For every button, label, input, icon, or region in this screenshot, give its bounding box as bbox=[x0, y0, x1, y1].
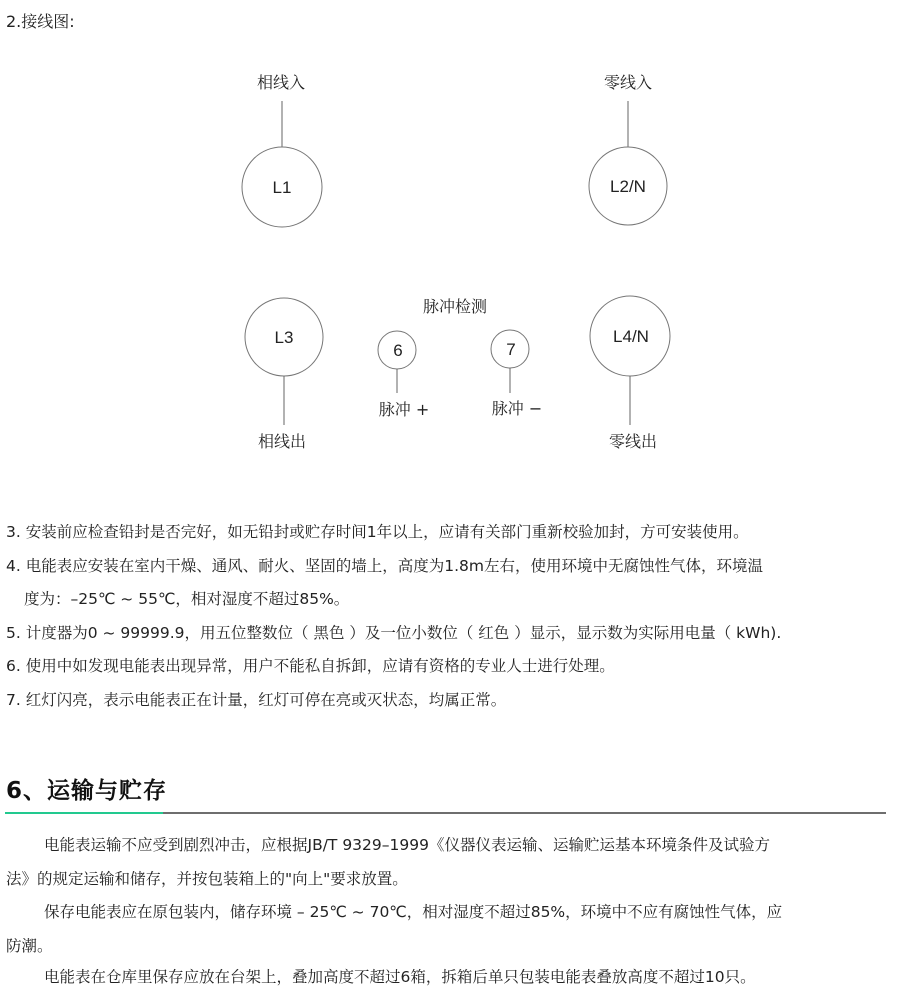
installation-notes bbox=[6, 516, 896, 717]
note-7: 7. 红灯闪亮，表示电能表正在计量，红灯可停在亮或灭状态，均属正常。 bbox=[6, 690, 507, 709]
wire-label-neutral-out: 零线出 bbox=[608, 432, 658, 451]
wiring-diagram bbox=[0, 0, 900, 470]
storage-paragraph bbox=[6, 896, 892, 963]
terminal-label: L2/N bbox=[610, 177, 646, 196]
terminal-l3 bbox=[245, 298, 323, 451]
paragraph-line: 保存电能表应在原包装内，储存环境 – 25℃ ~ 70℃，相对湿度不超过85%，环境中不应有腐蚀性气体，应 bbox=[44, 903, 783, 921]
wire-label-pulse-minus: 脉冲 − bbox=[491, 399, 543, 418]
paragraph-line: 电能表运输不应受到剧烈冲击，应根据JB/T 9329–1999《仪器仪表运输、运输贮运基本环境条件及试验方 bbox=[44, 836, 770, 854]
note-4: 4. 电能表应安装在室内干燥、通风、耐火、坚固的墙上，高度为1.8m左右，使用环境中无腐蚀性气体，环境温 bbox=[6, 556, 763, 575]
terminal-label: L3 bbox=[274, 328, 294, 347]
paragraph-line: 法》的规定运输和储存，并按包装箱上的"向上"要求放置。 bbox=[6, 869, 408, 888]
section-title: 6、运输与贮存 bbox=[6, 778, 168, 804]
wire-label-phase-out: 相线出 bbox=[257, 432, 307, 451]
terminal-l2n bbox=[589, 73, 667, 225]
terminal-label: 6 bbox=[393, 341, 403, 360]
note-4-continuation: 度为：–25℃ ~ 55℃，相对湿度不超过85%。 bbox=[24, 590, 350, 608]
transport-paragraph bbox=[6, 829, 892, 896]
terminal-pulse-plus bbox=[378, 331, 429, 419]
wire-label-phase-in: 相线入 bbox=[256, 73, 306, 92]
section-divider-accent bbox=[5, 812, 163, 814]
note-6: 6. 使用中如发现电能表出现异常，用户不能私自拆卸，应请有资格的专业人士进行处理。 bbox=[6, 657, 615, 675]
note-5: 5. 计度器为0 ~ 99999.9，用五位整数位（ 黑色 ）及一位小数位（ 红色 ）显示，显示数为实际用电量（ kWh). bbox=[6, 623, 782, 642]
paragraph-line: 防潮。 bbox=[6, 936, 53, 955]
wiring-diagram-heading: 2.接线图: bbox=[6, 12, 75, 31]
terminal-l1 bbox=[242, 73, 322, 227]
terminal-label: L4/N bbox=[613, 327, 649, 346]
paragraph-line: 电能表在仓库里保存应放在台架上，叠加高度不超过6箱，拆箱后单只包装电能表叠放高度不超过10只。 bbox=[44, 968, 756, 986]
wire-label-neutral-in: 零线入 bbox=[603, 73, 653, 92]
terminal-label: 7 bbox=[506, 340, 516, 359]
pulse-detect-label: 脉冲检测 bbox=[422, 297, 488, 316]
warehouse-paragraph bbox=[6, 961, 892, 995]
terminal-l4n bbox=[590, 296, 670, 451]
note-3: 3. 安装前应检查铅封是否完好，如无铅封或贮存时间1年以上，应请有关部门重新校验加封，方可安装使用。 bbox=[6, 523, 749, 541]
terminal-pulse-minus bbox=[491, 330, 542, 418]
wire-label-pulse-plus: 脉冲 + bbox=[378, 400, 430, 419]
terminal-label: L1 bbox=[272, 178, 292, 197]
